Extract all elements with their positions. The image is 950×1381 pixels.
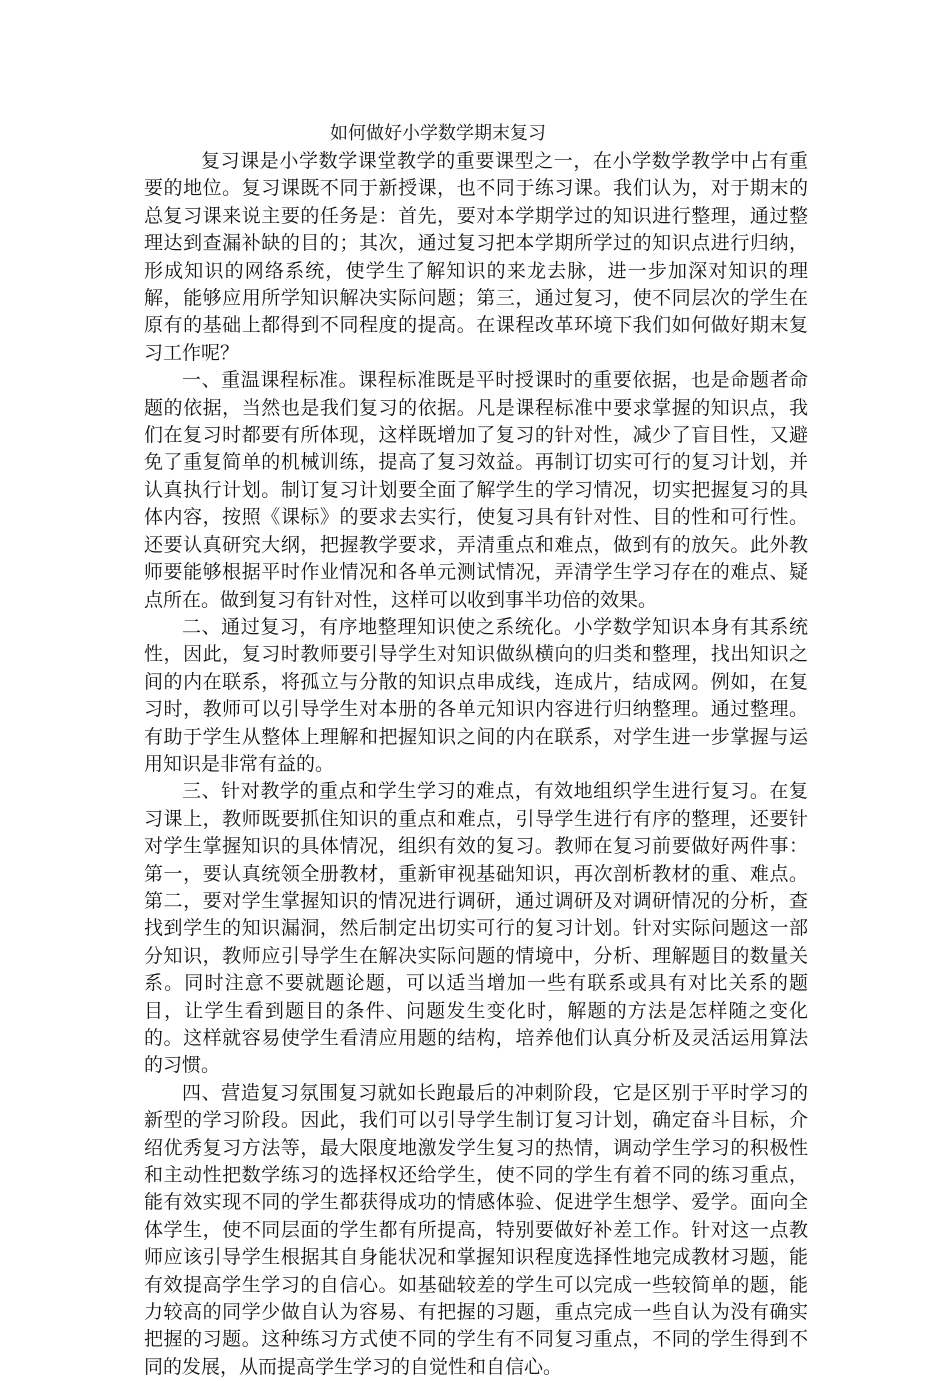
document-page	[144, 120, 808, 1381]
paragraph-section-1: 一、重温课程标准。课程标准既是平时授课时的重要依据，也是命题者命题的依据，当然也是我们复习的依据。凡是课程标准中要求掌握的知识点，我们在复习时都要有所体现，这样既增加了复习的针对性，减少了盲目性，又避免了重复简单的机械训练，提高了复习效益。再制订切实可行的复习计划，并认真执行计划。制订复习计划要全面了解学生的学习情况，切实把握复习的具体内容，按照《课标》的要求去实行，使复习具有针对性、目的性和可行性。还要认真研究大纲，把握教学要求，弄清重点和难点，做到有的放矢。此外教师要能够根据平时作业情况和各单元测试情况，弄清学生学习存在的难点、疑点所在。做到复习有针对性，这样可以收到事半功倍的效果。	[144, 369, 808, 611]
paragraph-intro: 复习课是小学数学课堂教学的重要课型之一，在小学数学教学中占有重要的地位。复习课既不同于新授课，也不同于练习课。我们认为，对于期末的总复习课来说主要的任务是：首先，要对本学期学过的知识进行整理，通过整理达到查漏补缺的目的；其次，通过复习把本学期所学过的知识点进行归纳，形成知识的网络系统，使学生了解知识的来龙去脉，进一步加深对知识的理解，能够应用所学知识解决实际问题；第三，通过复习，使不同层次的学生在原有的基础上都得到不同程度的提高。在课程改革环境下我们如何做好期末复习工作呢？	[144, 150, 808, 364]
document-title: 如何做好小学数学期末复习	[330, 123, 546, 144]
paragraph-section-4: 四、营造复习氛围复习就如长跑最后的冲刺阶段，它是区别于平时学习的新型的学习阶段。因此，我们可以引导学生制订复习计划，确定奋斗目标，介绍优秀复习方法等，最大限度地激发学生复习的热情，调动学生学习的积极性和主动性把数学练习的选择权还给学生，使不同的学生有着不同的练习重点，能有效实现不同的学生都获得成功的情感体验、促进学生想学、爱学。面向全体学生，使不同层面的学生都有所提高，特别要做好补差工作。针对这一点教师应该引导学生根据其自身能状况和掌握知识程度选择性地完成教材习题，能有效提高学生学习的自信心。如基础较差的学生可以完成一些较简单的题，能力较高的同学少做自认为容易、有把握的习题，重点完成一些自认为没有确实把握的习题。这种练习方式使不同的学生有不同复习重点，不同的学生得到不同的发展，从而提高学生学习的自觉性和自信心。	[144, 1081, 808, 1378]
paragraph-section-2: 二、通过复习，有序地整理知识使之系统化。小学数学知识本身有其系统性，因此，复习时教师要引导学生对知识做纵横向的归类和整理，找出知识之间的内在联系，将孤立与分散的知识点串成线，连成片，结成网。例如，在复习时，教师可以引导学生对本册的各单元知识内容进行归纳整理。通过整理。有助于学生从整体上理解和把握知识之间的内在联系，对学生进一步掌握与运用知识是非常有益的。	[144, 615, 808, 775]
paragraph-section-3: 三、针对教学的重点和学生学习的难点，有效地组织学生进行复习。在复习课上，教师既要抓住知识的重点和难点，引导学生进行有序的整理，还要针对学生掌握知识的具体情况，组织有效的复习。教师在复习前要做好两件事：第一，要认真统领全册教材，重新审视基础知识，再次剖析教材的重、难点。第二，要对学生掌握知识的情况进行调研，通过调研及对调研情况的分析，查找到学生的知识漏洞，然后制定出切实可行的复习计划。针对实际问题这一部分知识，教师应引导学生在解决实际问题的情境中，分析、理解题目的数量关系。同时注意不要就题论题，可以适当增加一些有联系或具有对比关系的题目，让学生看到题目的条件、问题发生变化时，解题的方法是怎样随之变化的。这样就容易使学生看清应用题的结构，培养他们认真分析及灵活运用算法的习惯。	[144, 780, 808, 1077]
